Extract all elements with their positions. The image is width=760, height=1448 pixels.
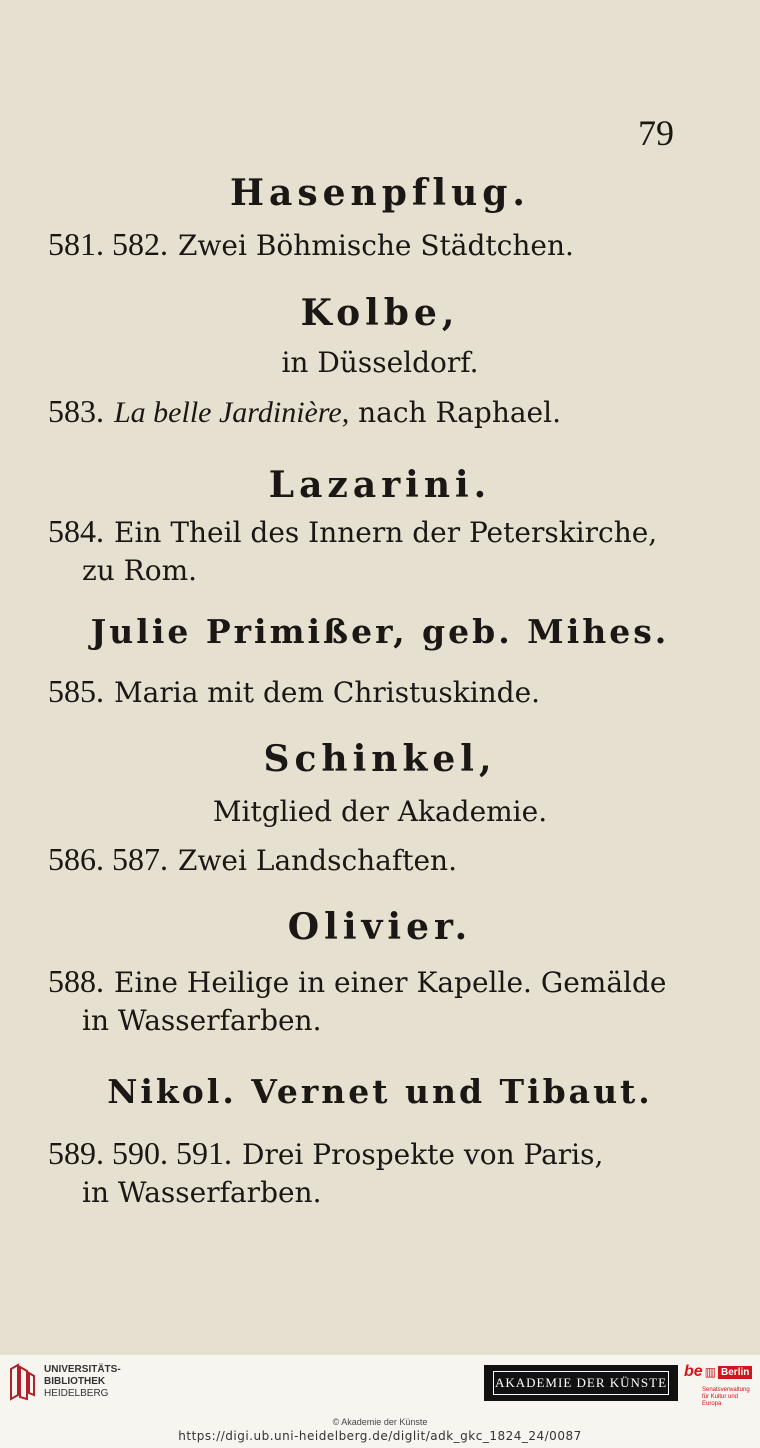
permalink-url[interactable]: https://digi.ub.uni-heidelberg.de/diglit/adk_gkc_1824_24/0087	[178, 1429, 582, 1443]
section-heading: Olivier.	[287, 906, 473, 948]
entry-text: Maria mit dem Christuskinde.	[114, 676, 541, 709]
section-heading: Lazarini.	[268, 464, 492, 506]
section-heading: Nikol. Vernet und Tibaut.	[107, 1072, 653, 1111]
entry-number: 586. 587.	[48, 841, 168, 877]
entry-title-italic: La belle Jardinière,	[114, 396, 350, 429]
entry-continuation: zu Rom.	[82, 554, 198, 587]
entry-text: Eine Heilige in einer Kapelle. Gemälde	[114, 966, 667, 999]
adk-logo-text: AKADEMIE DER KÜNSTE	[493, 1371, 669, 1395]
be-mark: be	[684, 1363, 703, 1380]
section-subtitle: in Düsseldorf.	[281, 346, 479, 379]
section-subtitle: Mitglied der Akademie.	[212, 795, 548, 828]
be-line-1: Senatsverwaltung	[702, 1387, 750, 1393]
ub-heidelberg-emblem-icon	[8, 1363, 36, 1401]
catalog-entry	[48, 672, 728, 712]
ub-line-1: UNIVERSITÄTS-	[44, 1364, 121, 1375]
entry-text: Ein Theil des Innern der Peterskirche,	[114, 516, 658, 549]
akademie-der-kuenste-logo[interactable]	[484, 1365, 678, 1401]
entry-continuation: in Wasserfarben.	[82, 1004, 322, 1037]
catalog-entry	[48, 392, 728, 432]
entry-number: 585.	[48, 673, 104, 709]
catalog-entry	[48, 225, 728, 265]
entry-text: Drei Prospekte von Paris,	[242, 1138, 604, 1171]
entry-number: 589. 590. 591.	[48, 1135, 232, 1171]
entry-text-after: nach Raphael.	[358, 396, 561, 429]
be-berlin-logo[interactable]	[684, 1363, 754, 1407]
ub-line-2: BIBLIOTHEK	[44, 1376, 106, 1387]
ub-heidelberg-logo[interactable]	[8, 1363, 121, 1401]
section-heading: Schinkel,	[263, 738, 497, 780]
ub-heidelberg-wordmark	[44, 1364, 121, 1400]
entry-number: 588.	[48, 963, 104, 999]
entry-number: 583.	[48, 393, 104, 429]
viewer-footer	[0, 1355, 760, 1448]
be-line-2: für Kultur und Europa	[702, 1394, 739, 1407]
copyright-notice: © Akademie der Künste	[332, 1417, 428, 1427]
catalog-entry	[48, 962, 728, 1040]
page-number: 79	[638, 113, 674, 153]
catalog-entry	[48, 840, 728, 880]
section-heading: Kolbe,	[300, 292, 460, 334]
catalog-entry	[48, 512, 728, 590]
ub-line-3: HEIDELBERG	[44, 1388, 109, 1399]
section-heading: Hasenpflug.	[230, 172, 530, 214]
be-berlin-box: Berlin	[718, 1366, 752, 1379]
entry-continuation: in Wasserfarben.	[82, 1176, 322, 1209]
entry-text: Zwei Böhmische Städtchen.	[178, 229, 574, 262]
entry-number: 581. 582.	[48, 226, 168, 262]
catalog-entry	[48, 1134, 728, 1212]
be-bars-icon: ▥	[704, 1365, 717, 1379]
entry-text: Zwei Landschaften.	[178, 844, 457, 877]
section-heading: Julie Primißer, geb. Mihes.	[90, 612, 670, 651]
entry-number: 584.	[48, 513, 104, 549]
